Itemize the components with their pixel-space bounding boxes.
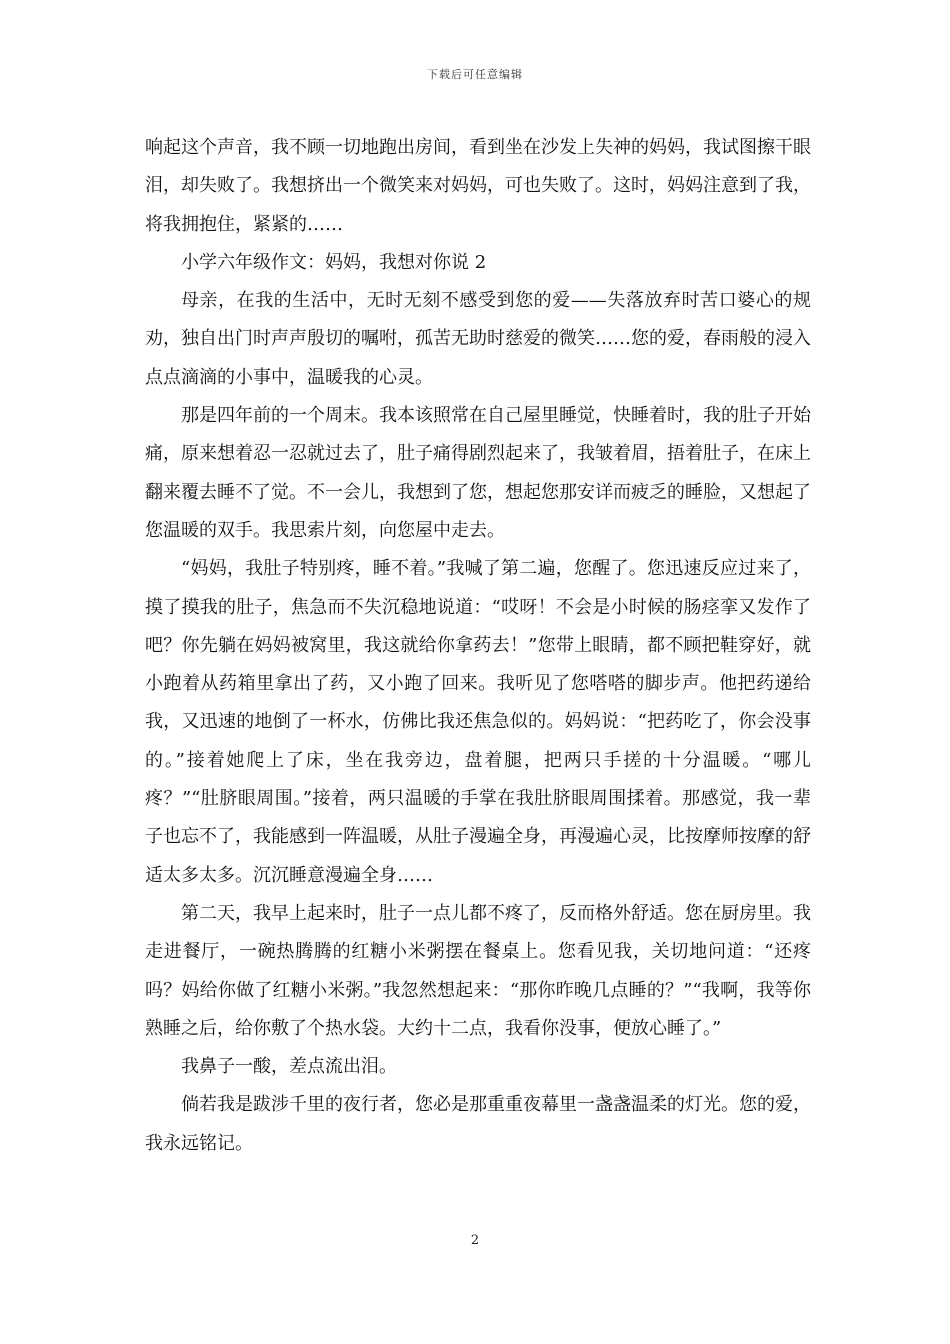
paragraph-8: 倘若我是跋涉千里的夜行者，您必是那重重夜幕里一盏盏温柔的灯光。您的爱，我永远铭记。: [145, 1094, 811, 1154]
paragraph-4: 那是四年前的一个周末。我本该照常在自己屋里睡觉，快睡着时，我的肚子开始痛，原来想着忍一忍就过去了，肚子痛得剧烈起来了，我皱着眉，捂着肚子，在床上翻来覆去睡不了觉。不一会儿，我想到了您，想起您那安详而疲乏的睡脸，又想起了您温暖的双手。我思索片刻，向您屋中走去。: [145, 405, 811, 541]
paragraph-7: 我鼻子一酸，差点流出泪。: [181, 1056, 397, 1078]
document-body: [145, 129, 811, 1163]
paragraph-5: “妈妈，我肚子特别疼，睡不着。”我喊了第二遍，您醒了。您迅速反应过来了，摸了摸我的肚子，焦急而不失沉稳地说道：“哎呀！不会是小时候的肠痉挛又发作了吧？你先躺在妈妈被窝里，我这就给你拿药去！”您带上眼睛，都不顾把鞋穿好，就小跑着从药箱里拿出了药，又小跑了回来。我听见了您嗒嗒的脚步声。他把药递给我，又迅速的地倒了一杯水，仿佛比我还焦急似的。妈妈说：“把药吃了，你会没事的。”接着她爬上了床，坐在我旁边，盘着腿，把两只手搓的十分温暖。“哪儿疼？”“肚脐眼周围。”接着，两只温暖的手掌在我肚脐眼周围揉着。那感觉，我一辈子也忘不了，我能感到一阵温暖，从肚子漫遍全身，再漫遍心灵，比按摩师按摩的舒适太多太多。沉沉睡意漫遍全身……: [145, 558, 811, 886]
page-header: 下载后可任意编辑: [427, 68, 523, 81]
paragraph-1: 响起这个声音，我不顾一切地跑出房间，看到坐在沙发上失神的妈妈，我试图擦干眼泪，却失败了。我想挤出一个微笑来对妈妈，可也失败了。这时，妈妈注意到了我，将我拥抱住，紧紧的……: [145, 137, 811, 235]
page-number: 2: [470, 1233, 480, 1248]
paragraph-6: 第二天，我早上起来时，肚子一点儿都不疼了，反而格外舒适。您在厨房里。我走进餐厅，一碗热腾腾的红糖小米粥摆在餐桌上。您看见我，关切地问道：“还疼吗？妈给你做了红糖小米粥。”我忽然想起来：“那你昨晚几点睡的？”“我啊，我等你熟睡之后，给你敷了个热水袋。大约十二点，我看你没事，便放心睡了。”: [145, 902, 811, 1039]
essay-title: 小学六年级作文：妈妈，我想对你说 2: [181, 251, 487, 273]
paragraph-3: 母亲，在我的生活中，无时无刻不感受到您的爱——失落放弃时苦口婆心的规劝，独自出门时声声殷切的嘱咐，孤苦无助时慈爱的微笑……您的爱，春雨般的浸入点点滴滴的小事中，温暖我的心灵。: [145, 290, 811, 388]
